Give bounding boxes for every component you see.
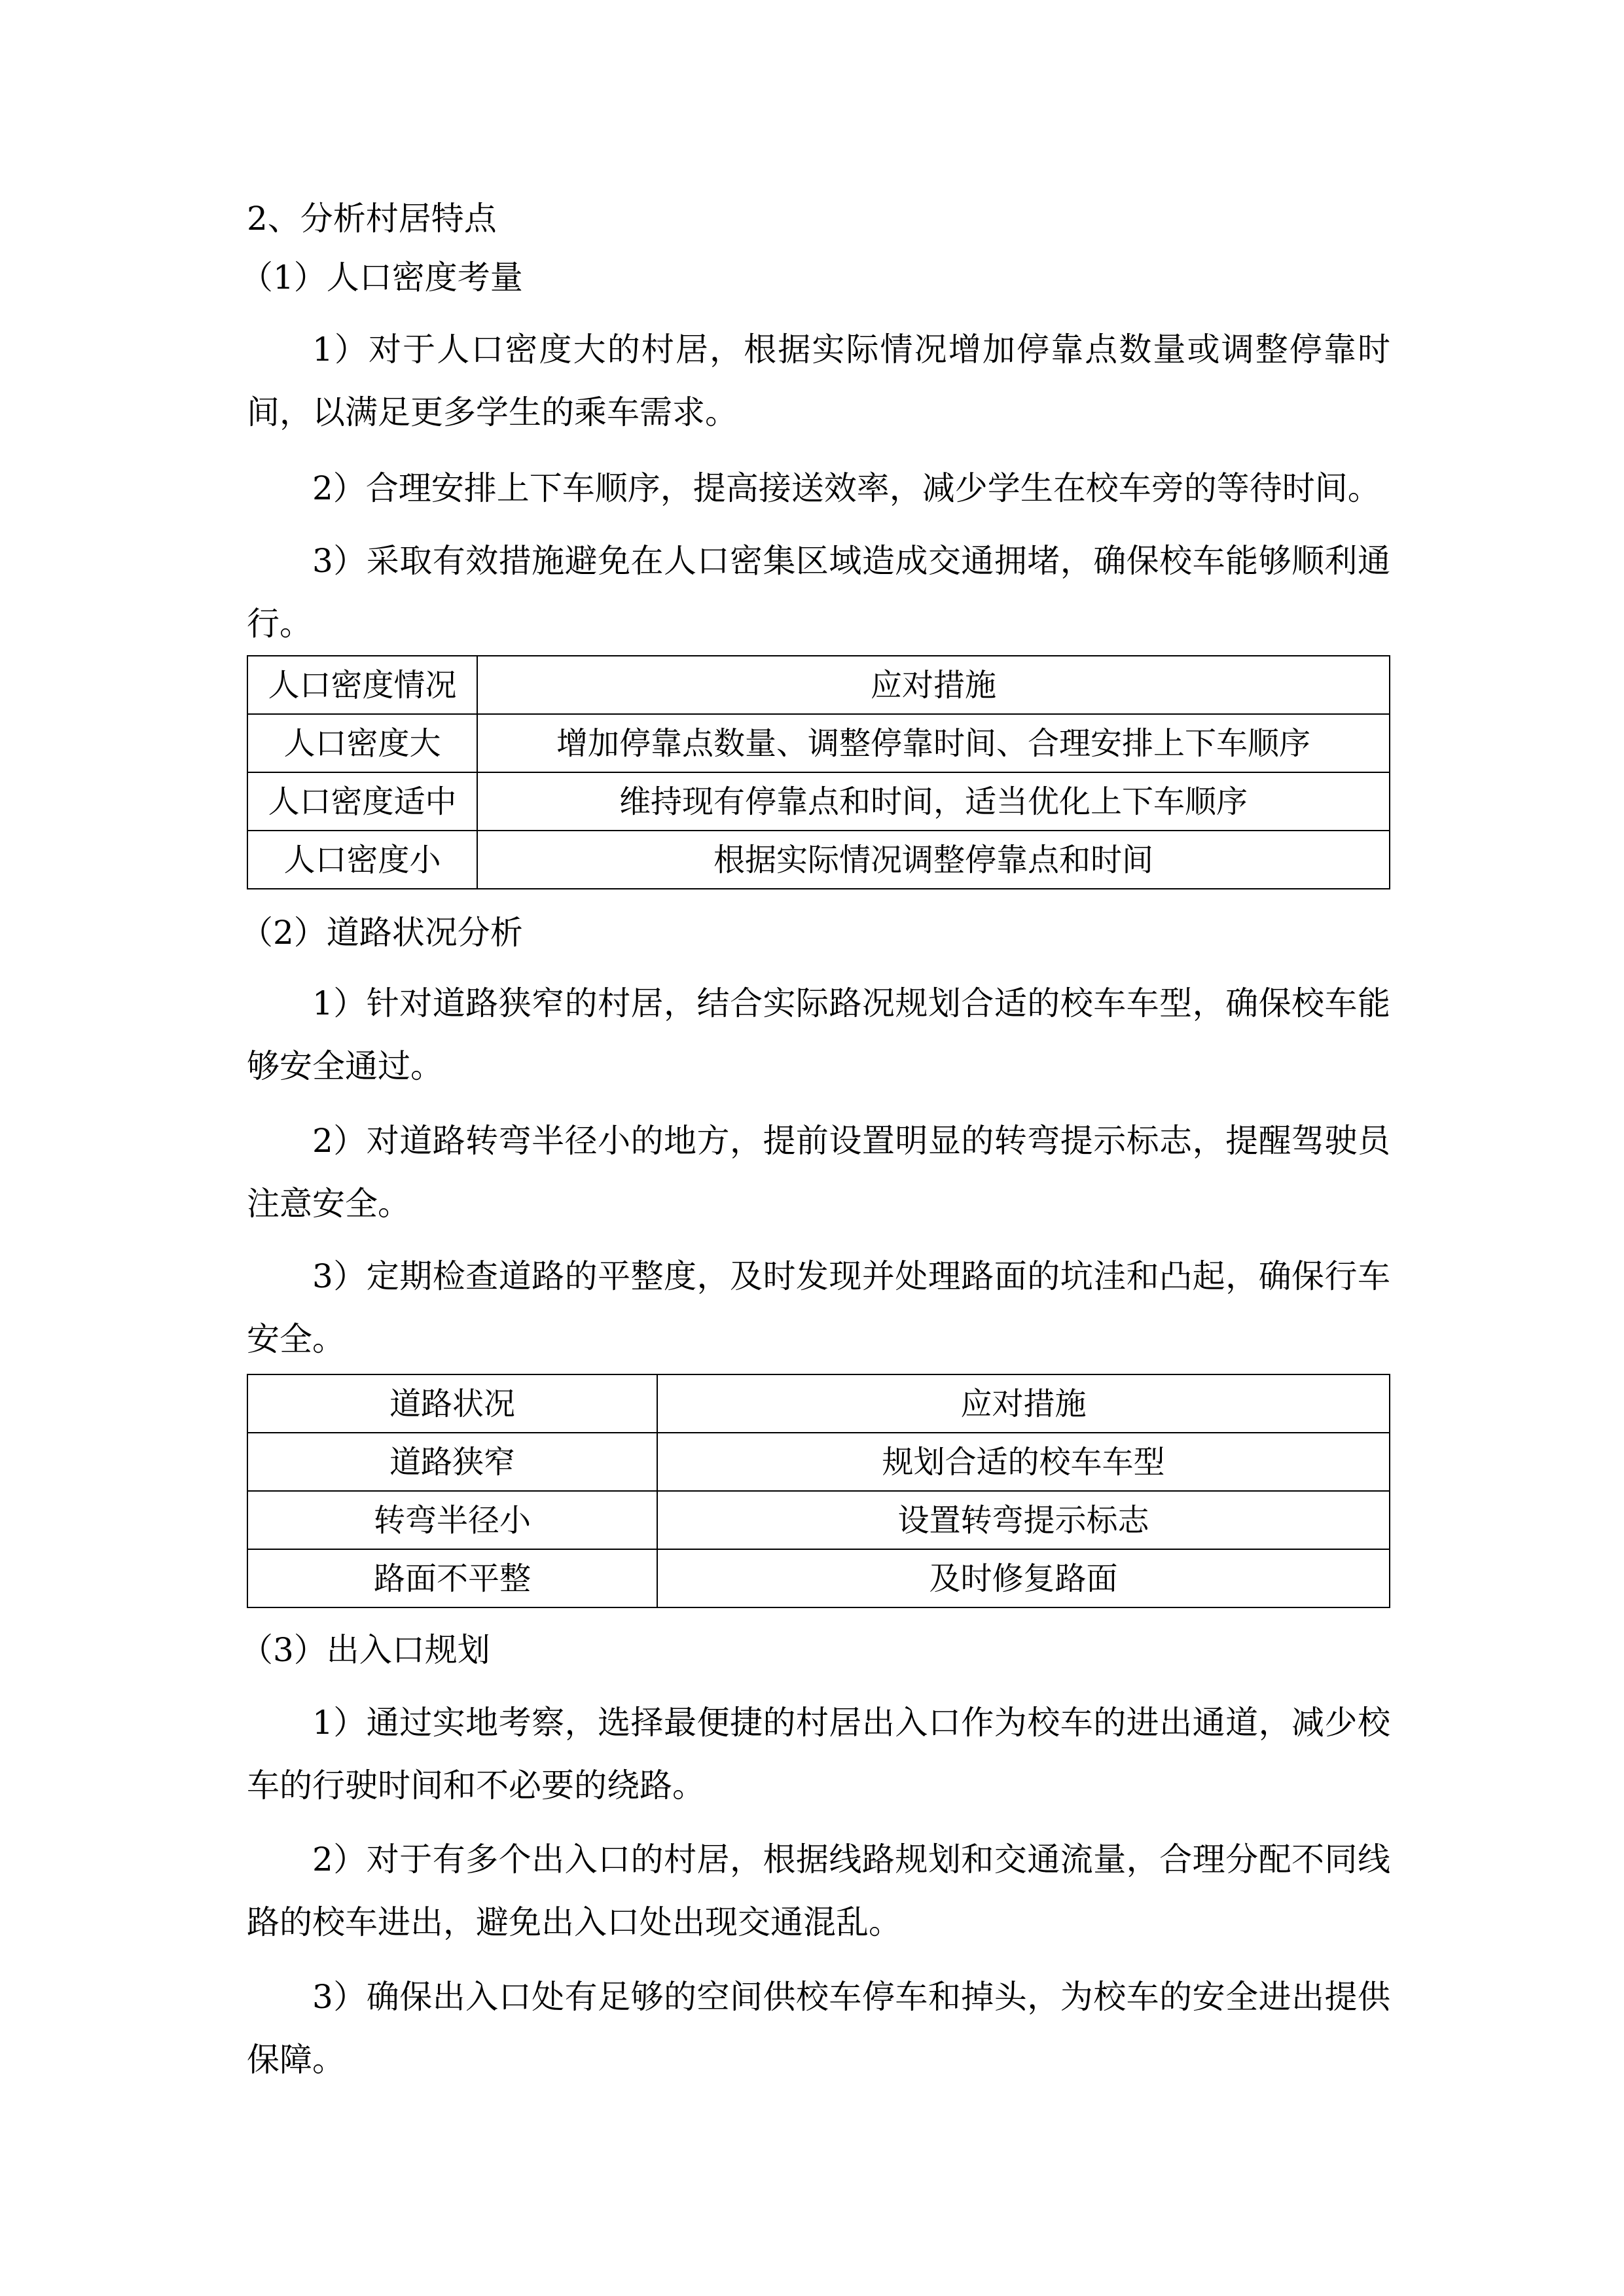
paragraph: 2）合理安排上下车顺序，提高接送效率，减少学生在校车旁的等待时间。 (312, 469, 1380, 507)
table-header-row (247, 656, 1390, 714)
table-header-row (247, 1374, 1390, 1433)
table-cell: 人口密度适中 (247, 772, 477, 831)
section-title: 2、分析村居特点 (247, 200, 497, 238)
table-cell: 及时修复路面 (657, 1549, 1390, 1607)
table-header-cell: 应对措施 (477, 656, 1390, 714)
table-row (247, 1433, 1390, 1491)
table-header-cell: 道路状况 (247, 1374, 657, 1433)
table-cell: 道路狭窄 (247, 1433, 657, 1491)
table-header-cell: 应对措施 (657, 1374, 1390, 1433)
paragraph: 1）对于人口密度大的村居，根据实际情况增加停靠点数量或调整停靠时间，以满足更多学生的乘车需求。 (247, 331, 1390, 431)
paragraph: 3）采取有效措施避免在人口密集区域造成交通拥堵，确保校车能够顺利通行。 (247, 542, 1390, 643)
table-cell: 根据实际情况调整停靠点和时间 (477, 831, 1390, 889)
table-row (247, 1549, 1390, 1607)
subsection-title-entrances: （3）出入口规划 (240, 1631, 490, 1669)
paragraph: 2）对于有多个出入口的村居，根据线路规划和交通流量，合理分配不同线路的校车进出，避免出入口处出现交通混乱。 (247, 1840, 1390, 1941)
table-cell: 设置转弯提示标志 (657, 1491, 1390, 1549)
table-cell: 规划合适的校车车型 (657, 1433, 1390, 1491)
table-cell: 人口密度小 (247, 831, 477, 889)
table-cell: 路面不平整 (247, 1549, 657, 1607)
paragraph: 1）针对道路狭窄的村居，结合实际路况规划合适的校车车型，确保校车能够安全通过。 (247, 984, 1390, 1085)
paragraph: 3）定期检查道路的平整度，及时发现并处理路面的坑洼和凸起，确保行车安全。 (247, 1257, 1390, 1358)
road-condition-table (247, 1374, 1390, 1608)
table-row (247, 831, 1390, 889)
table-row (247, 714, 1390, 772)
population-density-table (247, 655, 1390, 889)
subsection-title-population: （1）人口密度考量 (240, 259, 523, 296)
table-header-cell: 人口密度情况 (247, 656, 477, 714)
subsection-title-roads: （2）道路状况分析 (240, 914, 523, 952)
table-cell: 维持现有停靠点和时间，适当优化上下车顺序 (477, 772, 1390, 831)
table-row (247, 772, 1390, 831)
table-cell: 人口密度大 (247, 714, 477, 772)
paragraph: 3）确保出入口处有足够的空间供校车停车和掉头，为校车的安全进出提供保障。 (247, 1978, 1390, 2079)
table-cell: 增加停靠点数量、调整停靠时间、合理安排上下车顺序 (477, 714, 1390, 772)
table-row (247, 1491, 1390, 1549)
paragraph: 1）通过实地考察，选择最便捷的村居出入口作为校车的进出通道，减少校车的行驶时间和不必要的绕路。 (247, 1704, 1390, 1804)
table-cell: 转弯半径小 (247, 1491, 657, 1549)
paragraph: 2）对道路转弯半径小的地方，提前设置明显的转弯提示标志，提醒驾驶员注意安全。 (247, 1122, 1390, 1223)
